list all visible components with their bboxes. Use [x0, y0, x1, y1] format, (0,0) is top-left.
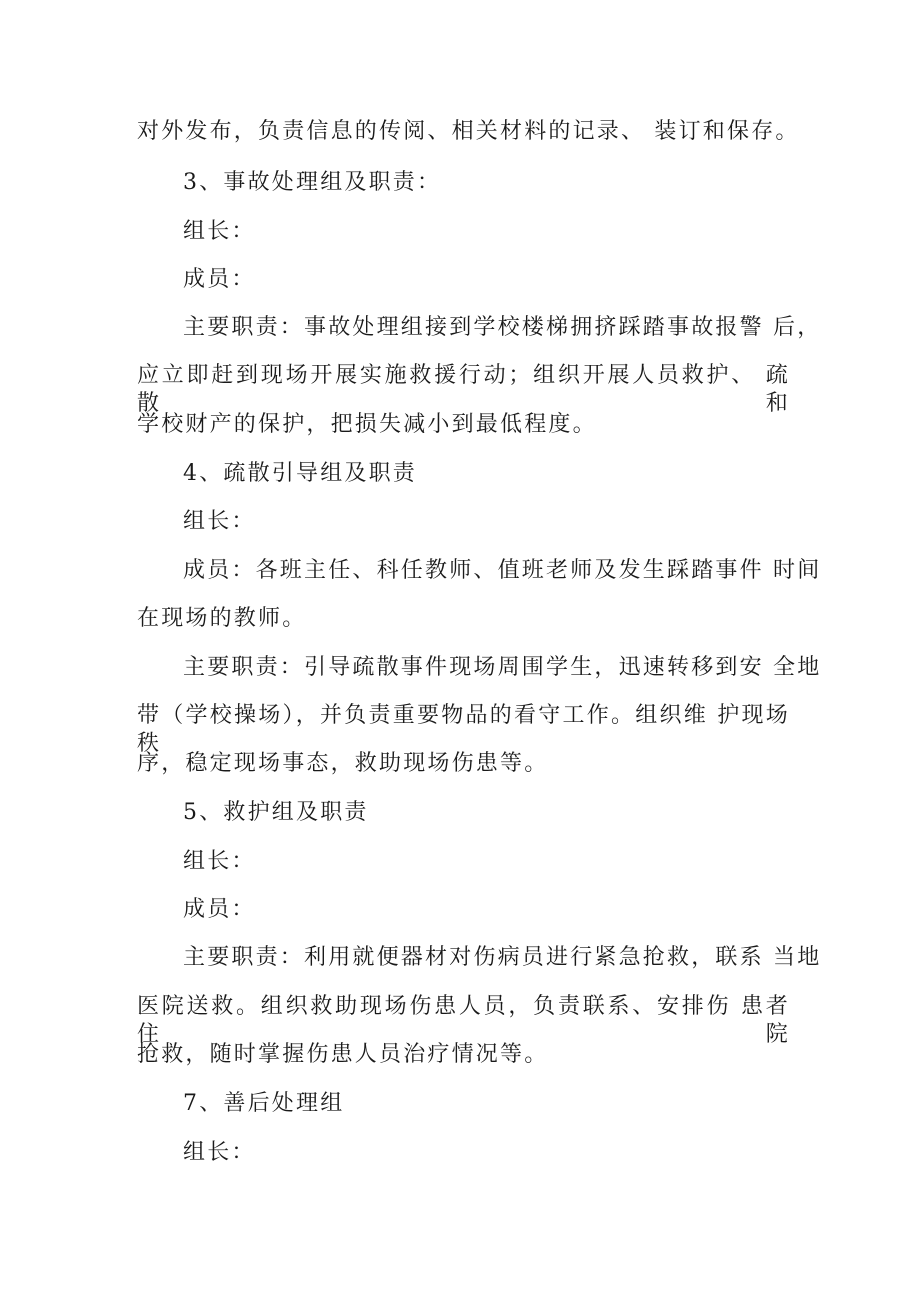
members-label: 成员： [183, 897, 256, 922]
section-heading: 7、善后处理组 [183, 1091, 345, 1116]
paragraph-line: 医院送救。组织救助现场伤患人员，负责联系、安排伤 患者住院 [137, 994, 790, 1047]
section-heading: 3、事故处理组及职责： [183, 170, 442, 195]
paragraph-line: 在现场的教师。 [137, 606, 307, 631]
paragraph-line: 应立即赶到现场开展实施救援行动；组织开展人员救护、 疏散和 [137, 363, 790, 416]
leader-label: 组长： [183, 219, 256, 244]
leader-label: 组长： [183, 509, 256, 534]
paragraph-line: 抢救，随时掌握伤患人员治疗情况等。 [137, 1042, 549, 1067]
section-heading: 4、疏散引导组及职责 [183, 461, 417, 486]
paragraph-line: 主要职责：事故处理组接到学校楼梯拥挤踩踏事故报警 后， [183, 315, 822, 340]
section-heading: 5、救护组及职责 [183, 800, 369, 825]
paragraph-line: 学校财产的保护，把损失减小到最低程度。 [137, 412, 597, 437]
leader-label: 组长： [183, 849, 256, 874]
paragraph-line: 对外发布，负责信息的传阅、相关材料的记录、 装订和保存。 [137, 119, 800, 144]
members-label: 成员： [183, 267, 256, 292]
paragraph-line: 带（学校操场），并负责重要物品的看守工作。组织维 护现场秩 [137, 703, 790, 756]
paragraph-line: 主要职责：利用就便器材对伤病员进行紧急抢救，联系 当地 [183, 945, 822, 970]
paragraph-line: 序，稳定现场事态，救助现场伤患等。 [137, 751, 549, 776]
leader-label: 组长： [183, 1140, 256, 1165]
paragraph-line: 成员：各班主任、科任教师、值班老师及发生踩踏事件 时间 [183, 558, 822, 583]
paragraph-line: 主要职责：引导疏散事件现场周围学生，迅速转移到安 全地 [183, 655, 822, 680]
